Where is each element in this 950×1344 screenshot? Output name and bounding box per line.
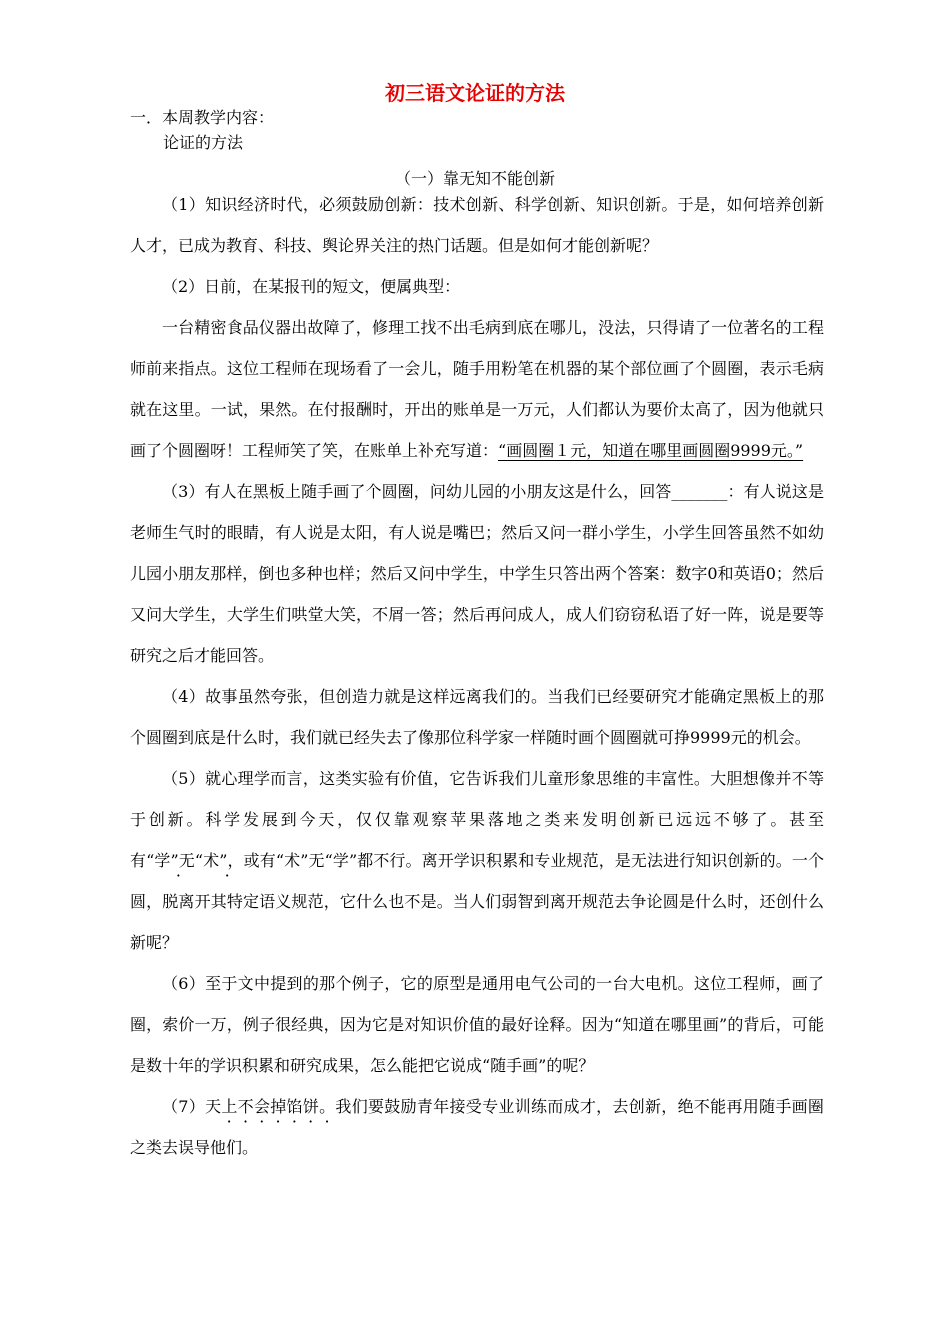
emphasis-char: 会 xyxy=(253,1097,271,1116)
emphasis-char: 上 xyxy=(221,1097,238,1116)
emphasis-shu: 术 xyxy=(203,851,220,870)
paragraph-2: （2）日前，在某报刊的短文，便属典型： xyxy=(162,277,461,296)
paragraph-6 xyxy=(130,758,824,963)
paragraph-6-text-b: ”无“ xyxy=(170,851,204,870)
section-subheading: 论证的方法 xyxy=(163,133,244,152)
article-title: （一）靠无知不能创新 xyxy=(394,169,555,188)
paragraph-6-text-a: （5）就心理学而言，这类实验有价值，它告诉我们儿童形象思维的丰富性。大胆想像并不等于创新。科学发展到今天，仅仅靠观察苹果落地之类来发明创新已远远不够了。甚至有“ xyxy=(130,769,824,870)
emphasis-char: 饼 xyxy=(302,1097,320,1116)
paragraph-1: （1）知识经济时代，必须鼓励创新：技术创新、科学创新、知识创新。于是，如何培养创新人才，已成为教育、科技、舆论界关注的热门话题。但是如何才能创新呢？ xyxy=(130,195,824,255)
emphasis-char: 不 xyxy=(237,1097,254,1116)
emphasis-xue: 学 xyxy=(154,851,171,870)
paragraph-4: （3）有人在黑板上随手画了个圆圈，问幼儿园的小朋友这是什么，回答_______：有人说这是老师生气时的眼睛，有人说是太阳，有人说是嘴巴；然后又问一群小学生，小学生回答虽然不如幼儿园小朋友那样，倒也多种也样；然后又问中学生，中学生只答出两个答案：数字0和英语0；然后又问大学生，大学生们哄堂大笑，不屑一答；然后再问成人，成人们窃窃私语了好一阵，说是要等研究之后才能回答。 xyxy=(130,482,824,665)
document-title: 初三语文论证的方法 xyxy=(385,81,565,105)
article-body xyxy=(130,184,824,1168)
paragraph-7: （6）至于文中提到的那个例子，它的原型是通用电气公司的一台大电机。这位工程师，画了圈，索价一万，例子很经典，因为它是对知识价值的最好诠释。因为“知道在哪里画”的背后，可能是数十年的学识积累和研究成果，怎么能把它说成“随手画”的呢？ xyxy=(130,974,824,1075)
paragraph-6-text-c: ”，或有“术”无“学”都不行。离开学识积累和专业规范，是无法进行知识创新的。一个圆，脱离开其特定语义规范，它什么也不是。当人们弱智到离开规范去争论圆是什么时，还创什么新呢？ xyxy=(130,851,824,952)
emphasis-char: 馅 xyxy=(286,1097,303,1116)
anecdote-text: 一台精密食品仪器出故障了，修理工找不出毛病到底在哪儿，没法，只得请了一位著名的工程师前来指点。这位工程师在现场看了一会儿，随手用粉笔在机器的某个部位画了个圆圈，表示毛病就在这里。一试，果然。在付报酬时，开出的账单是一万元，人们都认为要价太高了，因为他就只画了个圆圈呀！工程师笑了笑，在账单上补充写道： xyxy=(130,318,824,460)
paragraph-5: （4）故事虽然夸张，但创造力就是这样远离我们的。当我们已经要研究才能确定黑板上的那个圆圈到底是什么时，我们就已经失去了像那位科学家一样随时画个圆圈就可挣9999元的机会。 xyxy=(130,687,824,747)
section-heading: 一．本周教学内容： xyxy=(130,108,275,127)
paragraph-8 xyxy=(130,1086,824,1168)
paragraph-8-text: 。我们要鼓励青年接受专业训练而成才，去创新，绝不能再用随手画圈之类去误导他们。 xyxy=(130,1097,824,1157)
paragraph-3 xyxy=(130,307,824,471)
underlined-quote: “画圆圈１元，知道在哪里画圆圈9999元。” xyxy=(498,441,804,460)
emphasis-char: 天 xyxy=(205,1097,222,1116)
paragraph-8-number: （7） xyxy=(162,1097,206,1116)
emphasis-char: 掉 xyxy=(270,1097,287,1116)
